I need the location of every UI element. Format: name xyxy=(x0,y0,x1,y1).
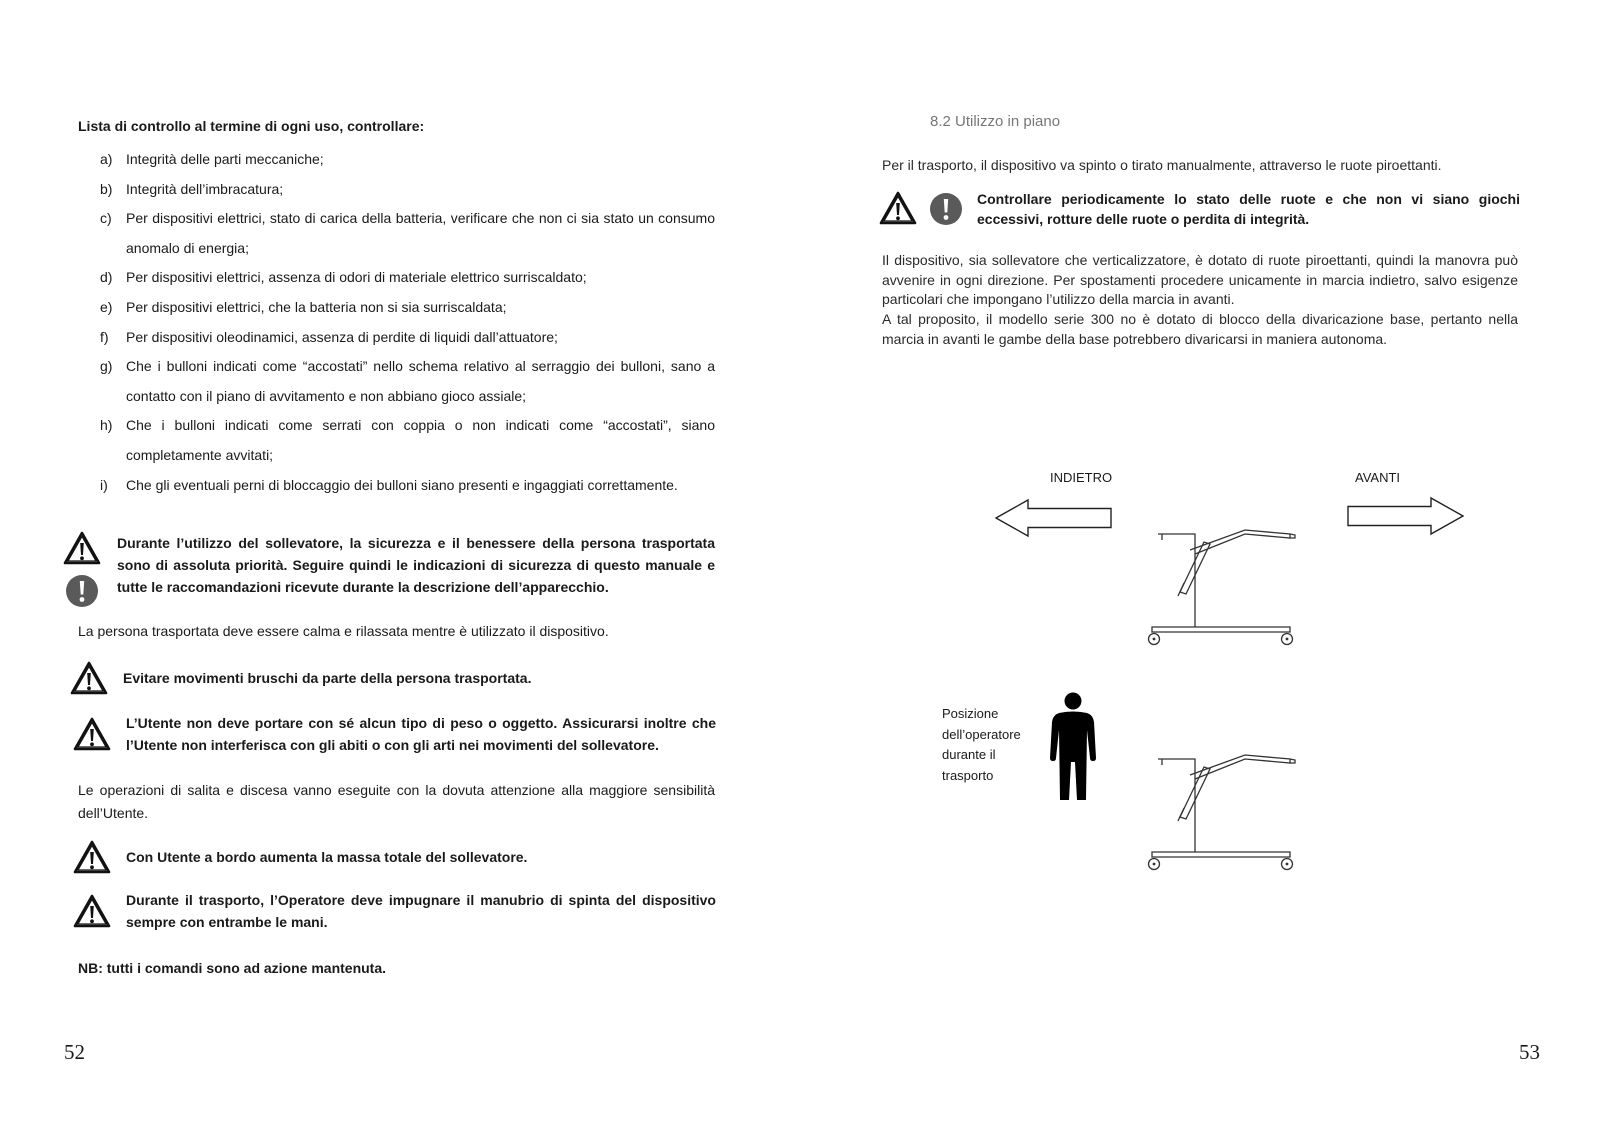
warning-triangle-icon xyxy=(72,839,112,875)
intro-text: Per il trasporto, il dispositivo va spinto o tirato manualmente, attraverso le ruote piroettanti. xyxy=(882,157,1442,173)
list-item xyxy=(100,323,715,353)
operator-label-line: dell’operatore xyxy=(942,726,1021,742)
mass-warning-text: Con Utente a bordo aumenta la massa totale del sollevatore. xyxy=(126,849,528,865)
exclamation-circle-icon xyxy=(929,192,963,226)
note-text: NB: tutti i comandi sono ad azione mantenuta. xyxy=(78,960,387,976)
list-item-text: Per dispositivi oleodinamici, assenza di perdite di liquidi dall’attuatore; xyxy=(126,328,558,345)
list-item-letter: h) xyxy=(100,417,113,434)
list-item-letter: a) xyxy=(100,151,113,167)
list-item xyxy=(100,352,715,411)
warning-triangle-icon xyxy=(69,660,109,696)
ascent-text: Le operazioni di salita e discesa vanno eseguite con la dovuta attenzione alla maggiore sensibilità dell’Utente. xyxy=(78,782,715,821)
checklist xyxy=(100,145,715,500)
list-item-text: Che i bulloni indicati come “accostati” nello schema relativo al serraggio dei bulloni, sano a contatto con il piano di avvitamento e non abbiano gioco assiale; xyxy=(126,358,715,404)
warning-triangle-icon xyxy=(72,893,112,929)
list-item xyxy=(100,175,715,205)
lifter-drawing xyxy=(1140,522,1300,646)
safety-warning-text: Durante l’utilizzo del sollevatore, la sicurezza e il benessere della persona trasportata sono di assoluta priorità. Seguire quindi le indicazioni di sicurezza di questo manuale e tutte le raccomandazioni ricevute durante la descrizione dell’apparecchio. xyxy=(117,535,715,595)
handle-warning-text: Durante il trasporto, l’Operatore deve impugnare il manubrio di spinta del dispositivo sempre con entrambe le mani. xyxy=(126,892,716,930)
section-title: 8.2 Utilizzo in piano xyxy=(930,113,1061,130)
operator-label-line: Posizione xyxy=(942,706,999,721)
arrow-left-icon xyxy=(995,498,1113,538)
exclamation-circle-icon xyxy=(65,574,99,608)
list-item-text: Per dispositivi elettrici, stato di carica della batteria, verificare che non ci sia stato un consumo anomalo di energia; xyxy=(126,210,715,256)
warning-triangle-icon xyxy=(62,530,102,566)
weight-warning-text: L’Utente non deve portare con sé alcun tipo di peso o oggetto. Assicurarsi inoltre che l’Utente non interferisca con gli abiti o con gli arti nei movimenti del sollevatore. xyxy=(126,715,716,753)
list-item xyxy=(100,411,715,470)
list-item-letter: d) xyxy=(100,269,113,286)
label-back: INDIETRO xyxy=(1050,470,1113,485)
list-item xyxy=(100,293,715,323)
list-item-letter: b) xyxy=(100,180,113,197)
label-forward: AVANTI xyxy=(1355,470,1401,485)
handle-warning xyxy=(72,889,716,933)
weight-warning xyxy=(72,712,716,756)
list-item xyxy=(100,145,715,175)
wheels-warning-text: Controllare periodicamente lo stato delle ruote e che non vi siano giochi eccessivi, rotture delle ruote o perdita di integrità. xyxy=(977,191,1520,227)
page-number: 53 xyxy=(1519,1040,1540,1064)
list-item-text: Integrità delle parti meccaniche; xyxy=(126,151,324,167)
warning-triangle-icon xyxy=(878,190,918,226)
operator-label-line: durante il xyxy=(942,747,996,762)
list-item-text: Che i bulloni indicati come serrati con coppia o non indicati come “accostati”, siano completamente avvitati; xyxy=(126,417,715,463)
page-number: 52 xyxy=(64,1040,85,1064)
list-item xyxy=(100,204,715,263)
movements-warning xyxy=(69,660,723,696)
calm-text: La persona trasportata deve essere calma e rilassata mentre è utilizzato il dispositivo. xyxy=(78,623,609,639)
checklist-title: Lista di controllo al termine di ogni uso, controllare: xyxy=(78,118,425,134)
list-item-text: Per dispositivi elettrici, assenza di odori di materiale elettrico surriscaldato; xyxy=(126,269,587,286)
wheels-warning xyxy=(878,190,1520,229)
list-item xyxy=(100,471,715,501)
list-item xyxy=(100,263,715,293)
list-item-letter: f) xyxy=(100,328,109,345)
maneuver-text: Il dispositivo, sia sollevatore che verticalizzatore, è dotato di ruote piroettanti, quindi la manovra può avvenire in ogni direzione. Per spostamenti procedere unicamente in marcia indietro, salvo esigenze particolari che impongano l’utilizzo della marcia in avanti. xyxy=(882,252,1518,307)
operator-label-line: trasporto xyxy=(942,767,994,783)
list-item-text: Che gli eventuali perni di bloccaggio dei bulloni siano presenti e ingaggiati correttamente. xyxy=(126,476,678,493)
operator-label xyxy=(942,704,1042,786)
list-item-letter: g) xyxy=(100,358,113,375)
movements-warning-text: Evitare movimenti bruschi da parte della persona trasportata. xyxy=(123,670,532,686)
warning-triangle-icon xyxy=(72,716,112,752)
list-item-letter: i) xyxy=(100,476,108,493)
safety-warning xyxy=(62,530,715,608)
lifter-drawing xyxy=(1140,747,1300,871)
list-item-text: Integrità dell’imbracatura; xyxy=(126,180,284,197)
list-item-text: Per dispositivi elettrici, che la batteria non si sia surriscaldata; xyxy=(126,298,507,315)
person-icon xyxy=(1049,692,1097,802)
list-item-letter: e) xyxy=(100,298,113,315)
arrow-right-icon xyxy=(1346,496,1464,536)
mass-warning xyxy=(72,839,716,875)
model-text: A tal proposito, il modello serie 300 no è dotato di blocco della divaricazione base, pertanto nella marcia in avanti le gambe della base potrebbero divaricarsi in maniera autonoma. xyxy=(882,311,1518,347)
list-item-letter: c) xyxy=(100,210,112,227)
